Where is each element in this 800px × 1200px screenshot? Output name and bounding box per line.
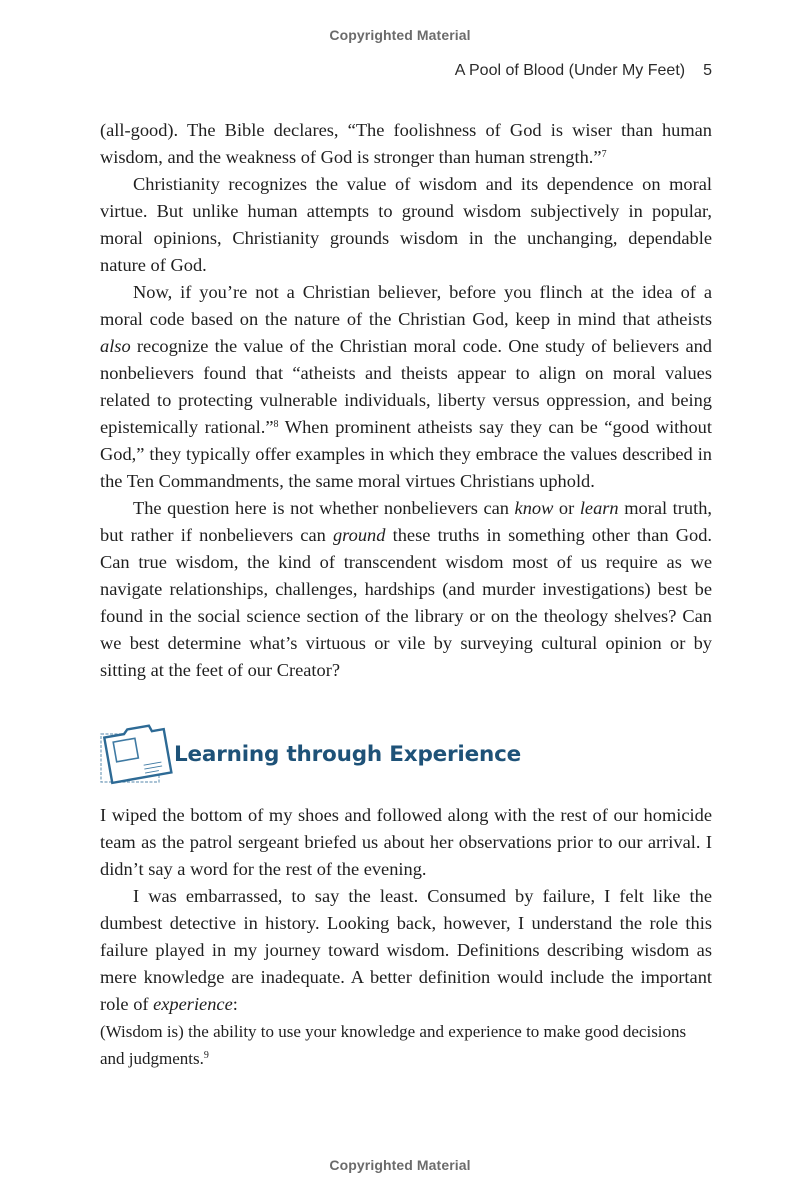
- emphasis: also: [100, 336, 131, 356]
- emphasis: ground: [332, 525, 386, 545]
- paragraph-text: recognize the value of the Christian moral code. One study of believers and nonbelievers found that “atheists and theists appear to align on moral values related to protecting vulnerable individuals, liberty versus oppression, and being epistemically rational.”: [100, 336, 712, 437]
- page-body: [100, 117, 712, 1072]
- quote-text: (Wisdom is) the ability to use your knowledge and experience to make good decisions and judgments.: [100, 1022, 687, 1068]
- page-number: 5: [703, 62, 712, 79]
- paragraph-text: The question here is not whether nonbelievers can: [133, 498, 515, 518]
- emphasis: experience: [153, 994, 233, 1014]
- paragraph: I wiped the bottom of my shoes and followed along with the rest of our homicide team as the patrol sergeant briefed us about her observations prior to our arrival. I didn’t say a word for the rest of the evening.: [100, 805, 712, 879]
- paragraph-text: When prominent atheists say they can be “good without God,” they typically offer examples in which they embrace the values described in the Ten Commandments, the same moral virtues Christians uphold.: [100, 417, 712, 491]
- copyright-watermark-bottom: Copyrighted Material: [329, 1157, 471, 1173]
- paragraph: [100, 279, 712, 495]
- paragraph-text: these truths in something other than God. Can true wisdom, the kind of transcendent wisdom most of us require as we navigate relationships, challenges, hardships (and murder investigations) best be found in the social science section of the library or on the theology shelves? Can we best determine what’s virtuous or vile by surveying cultural opinion or by sitting at the feet of our Creator?: [100, 525, 712, 680]
- paragraph-text: :: [232, 994, 238, 1014]
- section-title: Learning through Experience: [174, 741, 522, 767]
- paragraph-text: moral truth, but rather if nonbelievers can: [100, 498, 712, 545]
- copyright-watermark-top: Copyrighted Material: [329, 27, 471, 43]
- footnote-ref[interactable]: 9: [203, 1050, 209, 1061]
- paragraph: [100, 883, 712, 1018]
- paragraph-text: or: [553, 498, 580, 518]
- paragraph: Christianity recognizes the value of wisdom and its dependence on moral virtue. But unlike human attempts to ground wisdom subjectively in popular, moral opinions, Christianity grounds wisdom in the unchanging, dependable nature of God.: [100, 174, 712, 275]
- paragraph-text: I was embarrassed, to say the least. Consumed by failure, I felt like the dumbest detective in history. Looking back, however, I understand the role this failure played in my journey toward wisdom. Definitions describing wisdom as mere knowledge are inadequate. A better definition would include the important role of: [100, 886, 712, 1014]
- running-head: [455, 62, 712, 80]
- chapter-title: A Pool of Blood (Under My Feet): [454, 62, 686, 79]
- emphasis: learn: [579, 498, 619, 518]
- footnote-ref[interactable]: 7: [601, 149, 607, 160]
- paragraph-text: Now, if you’re not a Christian believer, before you flinch at the idea of a moral code based on the nature of the Christian God, keep in mind that atheists: [100, 282, 712, 329]
- footnote-ref[interactable]: 8: [273, 419, 279, 430]
- emphasis: know: [514, 498, 554, 518]
- paragraph-text: (all-good). The Bible declares, “The foolishness of God is wiser than human wisdom, and the weakness of God is stronger than human strength.”: [100, 120, 712, 167]
- section-heading: [100, 720, 712, 788]
- paragraph: [100, 117, 712, 171]
- block-quote: [100, 1018, 712, 1072]
- paragraph: [100, 495, 712, 684]
- case-file-folder-icon: [98, 720, 176, 788]
